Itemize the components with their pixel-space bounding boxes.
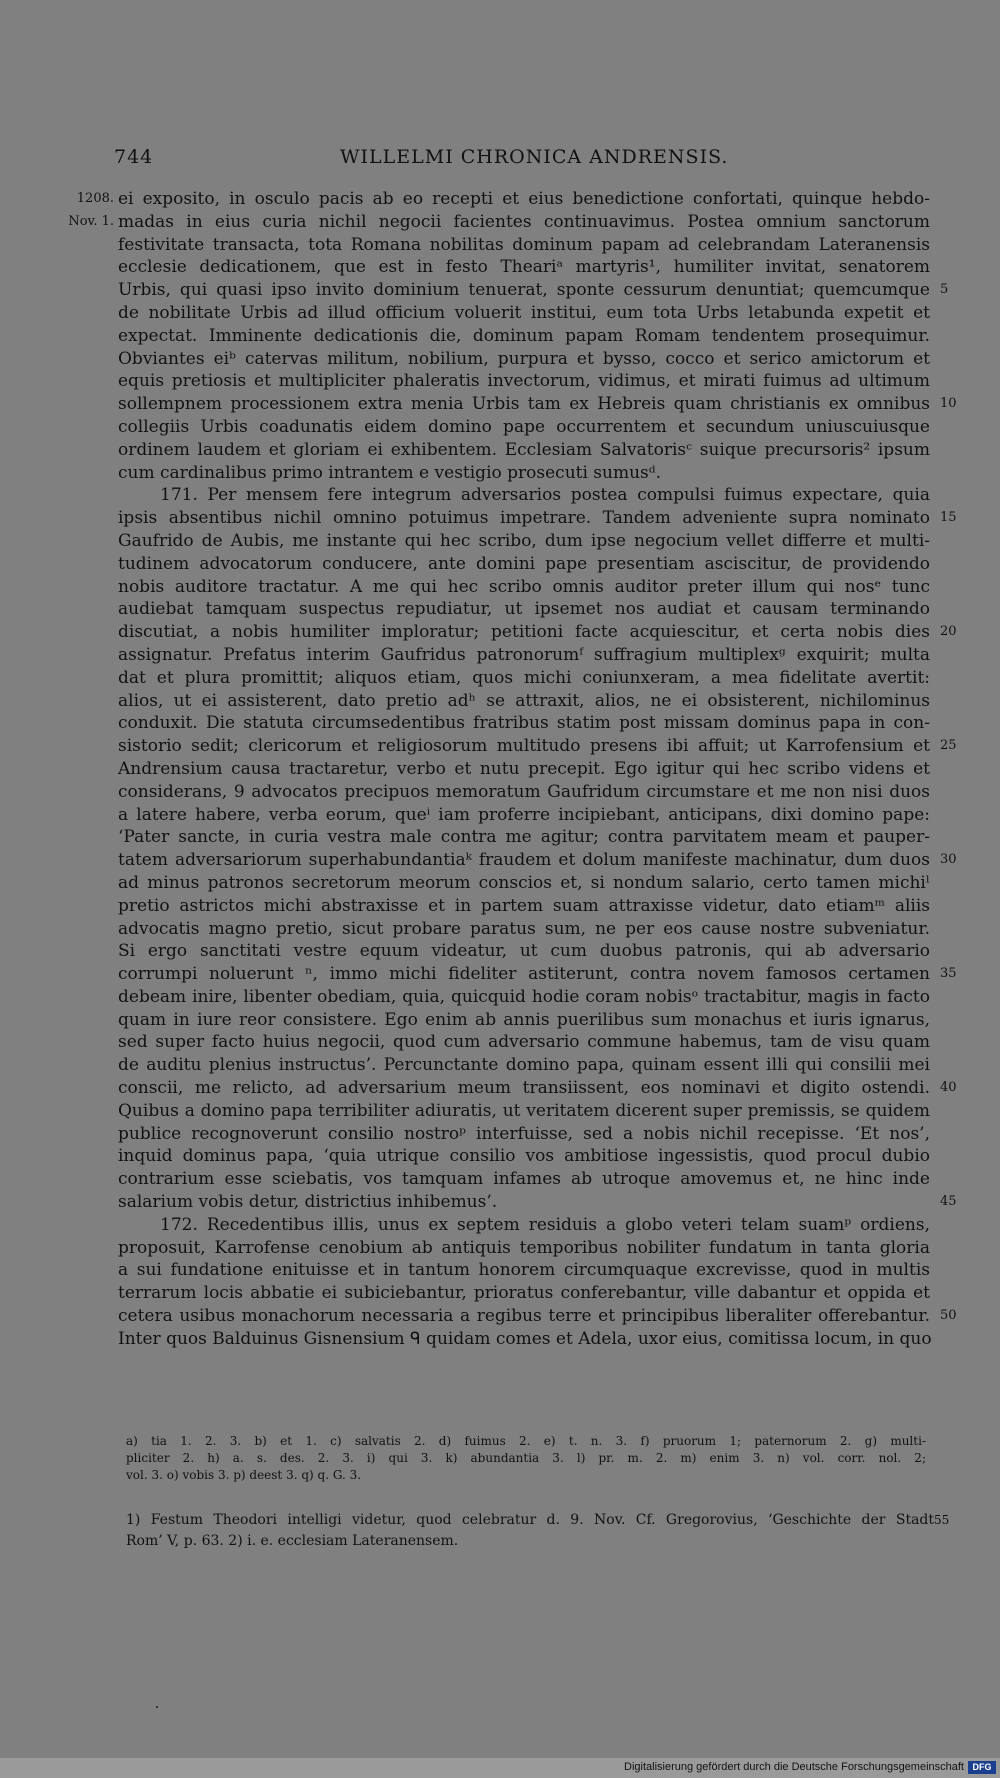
- text-line: [118, 325, 930, 348]
- text-line: [118, 667, 930, 690]
- text-line: [118, 1123, 930, 1146]
- text-line: [126, 1510, 950, 1531]
- line-number: 15: [940, 510, 957, 526]
- line-text: 171. Per mensem fere integrum adversarios postea compulsi fuimus expectare, quia: [160, 485, 930, 506]
- line-text: dat et plura promittit; aliquos etiam, quos michi coniunxeram, a mea fidelitate avertit:: [118, 667, 930, 688]
- line-text: festivitate transacta, tota Romana nobilitas dominum papam ad celebrandam Lateranensis: [118, 234, 930, 255]
- line-number: 30: [940, 852, 957, 868]
- page-title: WILLELMI CHRONICA ANDRENSIS.: [340, 146, 729, 168]
- text-line: [118, 690, 930, 713]
- line-number: 25: [940, 738, 957, 754]
- line-text: proposuit, Karrofense cenobium ab antiquis temporibus nobiliter fundatum in tanta gloria: [118, 1237, 930, 1258]
- text-line: [118, 621, 957, 644]
- text-line: [118, 1259, 930, 1282]
- text-line: [118, 1145, 930, 1168]
- line-text: vol. 3. o) vobis 3. p) deest 3. q) q. G. 3.: [126, 1468, 362, 1482]
- text-line: [118, 507, 957, 530]
- margin-date: Nov. 1.: [68, 213, 114, 229]
- line-text: debeam inire, libenter obediam, quia, quicquid hodie coram nobisᵒ tractabitur, magis in facto: [118, 986, 930, 1007]
- text-line: [118, 918, 930, 941]
- text-line: [118, 416, 930, 439]
- main-text: [68, 188, 957, 1351]
- text-line: [68, 211, 930, 234]
- text-line: [118, 1237, 930, 1260]
- line-text: equis pretiosis et multipliciter phaleratis invectorum, vidimus, et mirati fuimus ad ultimum: [118, 371, 930, 392]
- line-text: ei exposito, in osculo pacis ab eo recepti et eius benedictione confortati, quinque hebdo-: [118, 189, 930, 209]
- text-line: [126, 1450, 926, 1467]
- text-line: [118, 279, 949, 302]
- digitization-text: Digitalisierung gefördert durch die Deutsche Forschungsgemeinschaft: [624, 1761, 964, 1773]
- text-line: [118, 302, 930, 325]
- line-text: 1) Festum Theodori intelligi videtur, quod celebratur d. 9. Nov. Cf. Gregorovius, ‘Geschichte der Stadt: [126, 1512, 934, 1528]
- digitization-footer: [0, 1758, 1000, 1778]
- text-line: [118, 735, 957, 758]
- line-text: alios, ut ei assisterent, dato pretio adʰ se attraxit, alios, ne ei obsisterent, nichilominus: [118, 690, 930, 711]
- text-line: [118, 1305, 957, 1328]
- line-text: ordinem laudem et gloriam ei exhibentem. Ecclesiam Salvatorisᶜ suique precursoris² ipsum: [118, 439, 930, 460]
- line-text: terrarum locis abbatie ei subiciebantur, prioratus conferebantur, ville dabantur et oppida et: [118, 1283, 930, 1304]
- text-line: [118, 849, 957, 872]
- line-text: considerans, 9 advocatos precipuos memoratum Gaufridum circumstare et me non nisi duos: [118, 781, 930, 802]
- text-line: [118, 781, 930, 804]
- line-text: ad minus patronos secretorum meorum conscios et, si nondum salario, certo tamen michiˡ: [118, 872, 930, 893]
- line-text: Quibus a domino papa terribiliter adiuratis, ut veritatem dicerent super premissis, se quidem: [118, 1100, 930, 1121]
- line-text: conduxit. Die statuta circumsedentibus fratribus statim post missam dominus papa in con-: [118, 713, 930, 734]
- line-text: tatem adversariorum superhabundantiaᵏ fraudem et dolum manifeste machinatur, dum duos: [118, 850, 930, 871]
- text-line: [118, 348, 930, 371]
- text-line: [118, 872, 930, 895]
- line-text: Rom’ V, p. 63. 2) i. e. ecclesiam Lateranensem.: [126, 1533, 459, 1549]
- line-number: 45: [940, 1194, 957, 1210]
- line-text: a sui fundatione enituisse et in tantum honorem circumquaque excrevisse, quod in multis: [118, 1260, 930, 1281]
- text-line: [126, 1433, 926, 1450]
- line-text: sistorio sedit; clericorum et religiosorum multitudo presens ibi affuit; ut Karrofensium et: [118, 736, 930, 757]
- line-text: advocatis magno pretio, sicut probare paratus sum, ne per eos cause nostre subveniatur.: [118, 918, 930, 939]
- text-line: [118, 1100, 930, 1123]
- line-number: 10: [940, 396, 957, 412]
- line-text: quam in iure reor consistere. Ego enim ab annis puerilibus sum monachus et iuris ignarus,: [118, 1009, 930, 1030]
- text-line: [118, 1077, 957, 1100]
- text-line: [118, 598, 930, 621]
- text-line: [118, 1328, 930, 1351]
- text-line: [118, 940, 930, 963]
- line-text: corrumpi noluerunt ⁿ, immo michi fideliter astiterunt, contra novem famosos certamen: [118, 964, 930, 985]
- line-text: Urbis, qui quasi ipso invito dominium tenuerat, sponte cessurum denuntiat; quemcumque: [118, 280, 930, 301]
- critical-apparatus: [126, 1433, 926, 1484]
- text-line: [118, 370, 930, 393]
- text-line: [118, 530, 930, 553]
- text-line: [118, 1054, 930, 1077]
- text-line: [118, 462, 930, 485]
- line-text: nobis auditore tractatur. A me qui hec scribo omnis auditor preter illum qui nosᵉ tunc: [118, 576, 930, 597]
- page-number: 744: [114, 146, 154, 168]
- line-text: publice recognoverunt consilio nostroᵖ interfuisse, sed a nobis nichil recepisse. ‘Et nos’,: [118, 1123, 930, 1144]
- text-line: [118, 758, 930, 781]
- text-line: [118, 1191, 957, 1214]
- text-line: [118, 234, 930, 257]
- text-line: [118, 439, 930, 462]
- line-text: ecclesie dedicationem, que est in festo Theariᵃ martyris¹, humiliter invitat, senatorem: [118, 257, 930, 278]
- text-line: [118, 256, 930, 279]
- line-text: collegiis Urbis coadunatis eidem domino pape occurrentem et secundum uniuscuiusque: [118, 416, 930, 437]
- line-text: inquid dominus papa, ‘quia utrique consilio vos ambitiose ingessistis, quod procul dubio: [118, 1146, 930, 1167]
- text-line: [118, 1282, 930, 1305]
- line-text: 172. Recedentibus illis, unus ex septem residuis a globo veteri telam suamᵖ ordiens,: [160, 1214, 930, 1235]
- line-text: Andrensium causa tractaretur, verbo et nutu precepit. Ego igitur qui hec scribo videns et: [118, 758, 930, 779]
- running-head: [0, 146, 1000, 176]
- line-text: cum cardinalibus primo intrantem e vestigio prosecuti sumusᵈ.: [118, 462, 661, 483]
- text-line: [118, 644, 930, 667]
- line-number: 35: [940, 966, 957, 982]
- line-text: contrarium esse sciebatis, vos tamquam infames ab utroque amovemus et, ne hinc inde: [118, 1169, 930, 1190]
- text-line: [118, 1031, 930, 1054]
- text-line: [118, 986, 930, 1009]
- line-text: salarium vobis detur, districtius inhibemus’.: [118, 1192, 498, 1213]
- text-line: [118, 804, 930, 827]
- text-line: [126, 1467, 926, 1484]
- line-text: assignatur. Prefatus interim Gaufridus patronorumᶠ suffragium multiplexᵍ exquirit; multa: [118, 644, 930, 665]
- text-line: [118, 553, 930, 576]
- text-line: [118, 1214, 930, 1237]
- line-text: conscii, me relicto, ad adversarium meum transiissent, eos nominavi et digito ostendi.: [118, 1078, 930, 1099]
- line-text: ‘Pater sancte, in curia vestra male contra me agitur; contra parvitatem meam et pauper-: [118, 827, 930, 848]
- line-number: 5: [940, 282, 949, 298]
- line-text: pretio astrictos michi abstraxisse et in partem suam attraxisse videtur, dato etiamᵐ aliis: [118, 895, 930, 916]
- text-line: [118, 895, 930, 918]
- line-text: a latere habere, verba eorum, queⁱ iam proferre incipiebant, anticipans, dixi domino pape:: [118, 804, 930, 825]
- line-text: de auditu plenius instructus’. Percunctante domino papa, quinam essent illi qui consilii mei: [118, 1055, 930, 1076]
- line-text: de nobilitate Urbis ad illud officium voluerit institui, eum tota Urbs letabunda expetit et: [118, 302, 930, 323]
- line-number: 50: [940, 1308, 957, 1324]
- line-text: cetera usibus monachorum necessaria a regibus terre et principibus liberaliter offerebantur.: [118, 1306, 930, 1327]
- line-text: expectat. Imminente dedicationis die, dominum papam Romam tendentem prosequimur.: [118, 325, 930, 346]
- text-line: [118, 1009, 930, 1032]
- line-text: ipsis absentibus nichil omnino potuimus impetrare. Tandem adveniente supra nominato: [118, 508, 930, 529]
- line-text: madas in eius curia nichil negocii facientes continuavimus. Postea omnium sanctorum: [118, 211, 930, 232]
- line-text: Inter quos Balduinus Gisnensium ᑫ quidam comes et Adela, uxor eius, comitissa locum, in quo: [118, 1328, 932, 1349]
- line-text: a) tia 1. 2. 3. b) et 1. c) salvatis 2. d) fuimus 2. e) t. n. 3. f) pruorum 1; paternorum 2. g) multi-: [126, 1434, 926, 1448]
- line-number: 55: [934, 1513, 950, 1527]
- text-line: [76, 188, 930, 211]
- line-text: discutiat, a nobis humiliter imploratur; petitioni facte acquiescitur, et certa nobis dies: [118, 622, 930, 643]
- text-line: [118, 1168, 930, 1191]
- text-line: [118, 484, 930, 507]
- margin-date: 1208.: [76, 191, 114, 206]
- text-line: [118, 826, 930, 849]
- text-line: [118, 576, 930, 599]
- line-number: 40: [940, 1080, 957, 1096]
- text-line: [118, 393, 957, 416]
- explanatory-notes: [126, 1510, 950, 1552]
- line-text: sollempnem processionem extra menia Urbis tam ex Hebreis quam christianis ex omnibus: [118, 394, 930, 415]
- line-text: Si ergo sanctitati vestre equum videatur, ut cum duobus patronis, qui ab adversario: [118, 941, 930, 962]
- text-line: [118, 712, 930, 735]
- line-text: audiebat tamquam suspectus repudiatur, ut ipsemet nos audiat et causam terminando: [118, 599, 930, 620]
- text-line: [118, 963, 957, 986]
- line-text: Obviantes eiᵇ catervas militum, nobilium, purpura et bysso, cocco et serico amictorum et: [118, 348, 930, 369]
- line-text: sed super facto huius negocii, quod cum adversario commune habemus, tam de visu quam: [118, 1032, 930, 1053]
- text-line: [126, 1531, 934, 1552]
- line-text: tudinem advocatorum conducere, ante domini pape presentiam asciscitur, de providendo: [118, 553, 930, 574]
- dfg-logo-icon: DFG: [968, 1761, 996, 1774]
- line-text: pliciter 2. h) a. s. des. 2. 3. i) qui 3. k) abundantia 3. l) pr. m. 2. m) enim 3. n) vol. corr. nol. 2;: [126, 1451, 926, 1465]
- speck-mark: [156, 1706, 158, 1708]
- line-number: 20: [940, 624, 957, 640]
- line-text: Gaufrido de Aubis, me instante qui hec scribo, dum ipse negocium vellet differre et multi-: [118, 530, 930, 551]
